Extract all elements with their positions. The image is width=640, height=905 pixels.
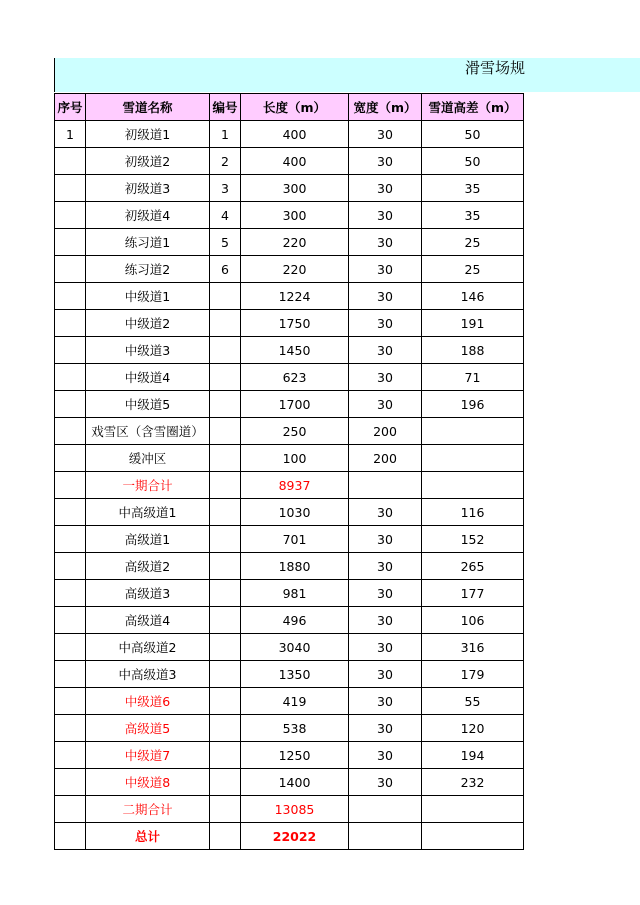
cell-run-name[interactable]: 中级道7 <box>86 742 210 769</box>
cell-length[interactable]: 538 <box>241 715 349 742</box>
cell-length[interactable]: 1030 <box>241 499 349 526</box>
cell-code[interactable] <box>210 283 241 310</box>
cell-length[interactable]: 13085 <box>241 796 349 823</box>
table-row <box>55 661 524 688</box>
cell-length[interactable]: 22022 <box>241 823 349 850</box>
cell-width[interactable]: 30 <box>349 526 422 553</box>
cell-length[interactable]: 419 <box>241 688 349 715</box>
cell-drop[interactable]: 35 <box>422 202 524 229</box>
cell-width[interactable]: 30 <box>349 742 422 769</box>
cell-width[interactable]: 30 <box>349 391 422 418</box>
cell-width[interactable]: 30 <box>349 769 422 796</box>
cell-seq[interactable] <box>55 202 86 229</box>
cell-seq[interactable] <box>55 742 86 769</box>
cell-drop[interactable]: 316 <box>422 634 524 661</box>
cell-seq[interactable] <box>55 607 86 634</box>
cell-run-name[interactable]: 中级道4 <box>86 364 210 391</box>
table-row <box>55 121 524 148</box>
cell-seq[interactable] <box>55 337 86 364</box>
cell-run-name[interactable]: 中级道2 <box>86 310 210 337</box>
cell-run-name[interactable]: 练习道2 <box>86 256 210 283</box>
cell-seq[interactable] <box>55 661 86 688</box>
cell-run-name[interactable]: 中级道5 <box>86 391 210 418</box>
cell-length[interactable]: 623 <box>241 364 349 391</box>
cell-length[interactable]: 250 <box>241 418 349 445</box>
cell-code[interactable] <box>210 634 241 661</box>
table-row <box>55 283 524 310</box>
cell-seq[interactable] <box>55 796 86 823</box>
ski-run-table <box>54 93 524 850</box>
cell-width[interactable]: 30 <box>349 688 422 715</box>
cell-seq[interactable] <box>55 445 86 472</box>
cell-code[interactable] <box>210 715 241 742</box>
cell-code[interactable] <box>210 499 241 526</box>
cell-run-name[interactable]: 高级道3 <box>86 580 210 607</box>
cell-length[interactable]: 400 <box>241 121 349 148</box>
cell-code[interactable] <box>210 364 241 391</box>
cell-run-name[interactable]: 高级道5 <box>86 715 210 742</box>
cell-run-name[interactable]: 中级道1 <box>86 283 210 310</box>
cell-code[interactable]: 5 <box>210 229 241 256</box>
cell-run-name[interactable]: 高级道4 <box>86 607 210 634</box>
cell-length[interactable]: 220 <box>241 229 349 256</box>
header-name[interactable]: 雪道名称 <box>86 94 210 121</box>
cell-code[interactable] <box>210 769 241 796</box>
cell-length[interactable]: 300 <box>241 202 349 229</box>
table-row <box>55 229 524 256</box>
cell-length[interactable]: 1350 <box>241 661 349 688</box>
table-row <box>55 175 524 202</box>
cell-length[interactable]: 1224 <box>241 283 349 310</box>
cell-width[interactable]: 30 <box>349 364 422 391</box>
cell-drop[interactable]: 50 <box>422 148 524 175</box>
cell-code[interactable] <box>210 310 241 337</box>
cell-width[interactable]: 30 <box>349 229 422 256</box>
cell-drop[interactable]: 179 <box>422 661 524 688</box>
table-row <box>55 796 524 823</box>
header-width[interactable]: 宽度（m） <box>349 94 422 121</box>
cell-drop[interactable]: 152 <box>422 526 524 553</box>
sheet-title: 滑雪场规 <box>465 59 526 77</box>
cell-seq[interactable] <box>55 499 86 526</box>
cell-code[interactable] <box>210 661 241 688</box>
cell-width[interactable]: 200 <box>349 418 422 445</box>
cell-width[interactable]: 30 <box>349 310 422 337</box>
cell-code[interactable]: 6 <box>210 256 241 283</box>
cell-width[interactable]: 30 <box>349 283 422 310</box>
table-row <box>55 553 524 580</box>
cell-run-name[interactable]: 初级道1 <box>86 121 210 148</box>
cell-code[interactable] <box>210 472 241 499</box>
cell-seq[interactable] <box>55 526 86 553</box>
cell-drop[interactable]: 25 <box>422 256 524 283</box>
cell-drop[interactable] <box>422 418 524 445</box>
table-row <box>55 634 524 661</box>
cell-width[interactable]: 30 <box>349 634 422 661</box>
cell-code[interactable]: 2 <box>210 148 241 175</box>
cell-length[interactable]: 1400 <box>241 769 349 796</box>
cell-length[interactable]: 1450 <box>241 337 349 364</box>
cell-width[interactable]: 30 <box>349 175 422 202</box>
cell-length[interactable]: 220 <box>241 256 349 283</box>
cell-run-name[interactable]: 高级道1 <box>86 526 210 553</box>
cell-run-name[interactable]: 中级道3 <box>86 337 210 364</box>
cell-drop[interactable]: 120 <box>422 715 524 742</box>
cell-width[interactable]: 30 <box>349 337 422 364</box>
cell-run-name[interactable]: 中高级道1 <box>86 499 210 526</box>
cell-code[interactable] <box>210 796 241 823</box>
cell-code[interactable] <box>210 337 241 364</box>
cell-drop[interactable] <box>422 823 524 850</box>
table-row <box>55 715 524 742</box>
cell-length[interactable]: 496 <box>241 607 349 634</box>
cell-length[interactable]: 100 <box>241 445 349 472</box>
table-row <box>55 823 524 850</box>
header-code[interactable]: 编号 <box>210 94 241 121</box>
cell-drop[interactable]: 116 <box>422 499 524 526</box>
header-row <box>55 94 524 121</box>
table-row <box>55 202 524 229</box>
cell-seq[interactable] <box>55 715 86 742</box>
cell-seq[interactable] <box>55 472 86 499</box>
cell-run-name[interactable]: 二期合计 <box>86 796 210 823</box>
cell-drop[interactable] <box>422 472 524 499</box>
table-row <box>55 256 524 283</box>
table-row <box>55 688 524 715</box>
cell-seq[interactable] <box>55 283 86 310</box>
cell-drop[interactable]: 55 <box>422 688 524 715</box>
cell-code[interactable] <box>210 607 241 634</box>
cell-run-name[interactable]: 一期合计 <box>86 472 210 499</box>
cell-run-name[interactable]: 中级道8 <box>86 769 210 796</box>
cell-length[interactable]: 400 <box>241 148 349 175</box>
cell-run-name[interactable]: 中级道6 <box>86 688 210 715</box>
cell-seq[interactable] <box>55 148 86 175</box>
cell-run-name[interactable]: 初级道3 <box>86 175 210 202</box>
table-row <box>55 418 524 445</box>
cell-run-name[interactable]: 练习道1 <box>86 229 210 256</box>
cell-seq[interactable] <box>55 580 86 607</box>
table-row <box>55 580 524 607</box>
cell-width[interactable] <box>349 796 422 823</box>
cell-seq[interactable] <box>55 310 86 337</box>
cell-code[interactable] <box>210 391 241 418</box>
cell-length[interactable]: 1250 <box>241 742 349 769</box>
cell-code[interactable] <box>210 688 241 715</box>
cell-width[interactable]: 30 <box>349 148 422 175</box>
table-row <box>55 310 524 337</box>
cell-seq[interactable] <box>55 364 86 391</box>
cell-run-name[interactable]: 高级道2 <box>86 553 210 580</box>
cell-drop[interactable]: 35 <box>422 175 524 202</box>
cell-seq[interactable] <box>55 634 86 661</box>
cell-width[interactable]: 30 <box>349 580 422 607</box>
cell-code[interactable] <box>210 823 241 850</box>
cell-width[interactable]: 30 <box>349 661 422 688</box>
cell-code[interactable]: 4 <box>210 202 241 229</box>
cell-seq[interactable] <box>55 688 86 715</box>
table-row <box>55 499 524 526</box>
cell-code[interactable] <box>210 580 241 607</box>
cell-length[interactable]: 701 <box>241 526 349 553</box>
title-bar <box>54 58 640 92</box>
table-row <box>55 742 524 769</box>
cell-code[interactable]: 3 <box>210 175 241 202</box>
header-length[interactable]: 长度（m） <box>241 94 349 121</box>
header-seq[interactable]: 序号 <box>55 94 86 121</box>
cell-width[interactable] <box>349 823 422 850</box>
cell-run-name[interactable]: 中高级道2 <box>86 634 210 661</box>
cell-run-name[interactable]: 初级道4 <box>86 202 210 229</box>
table-row <box>55 472 524 499</box>
cell-run-name[interactable]: 总计 <box>86 823 210 850</box>
cell-seq[interactable] <box>55 391 86 418</box>
cell-seq[interactable] <box>55 256 86 283</box>
header-drop[interactable]: 雪道高差（m） <box>422 94 524 121</box>
cell-seq[interactable] <box>55 769 86 796</box>
cell-code[interactable] <box>210 553 241 580</box>
cell-width[interactable]: 30 <box>349 607 422 634</box>
table-row <box>55 148 524 175</box>
cell-seq[interactable] <box>55 553 86 580</box>
cell-drop[interactable]: 50 <box>422 121 524 148</box>
cell-width[interactable] <box>349 472 422 499</box>
cell-drop[interactable]: 146 <box>422 283 524 310</box>
cell-width[interactable]: 30 <box>349 256 422 283</box>
cell-drop[interactable]: 196 <box>422 391 524 418</box>
cell-code[interactable] <box>210 742 241 769</box>
cell-drop[interactable]: 177 <box>422 580 524 607</box>
cell-run-name[interactable]: 缓冲区 <box>86 445 210 472</box>
table-row <box>55 445 524 472</box>
cell-width[interactable]: 30 <box>349 499 422 526</box>
cell-code[interactable] <box>210 418 241 445</box>
cell-length[interactable]: 3040 <box>241 634 349 661</box>
cell-drop[interactable]: 71 <box>422 364 524 391</box>
cell-width[interactable]: 30 <box>349 715 422 742</box>
table-row <box>55 391 524 418</box>
cell-width[interactable]: 30 <box>349 121 422 148</box>
cell-width[interactable]: 200 <box>349 445 422 472</box>
cell-run-name[interactable]: 戏雪区（含雪圈道） <box>86 418 210 445</box>
cell-drop[interactable]: 194 <box>422 742 524 769</box>
cell-length[interactable]: 1700 <box>241 391 349 418</box>
cell-code[interactable]: 1 <box>210 121 241 148</box>
cell-drop[interactable]: 265 <box>422 553 524 580</box>
cell-drop[interactable]: 232 <box>422 769 524 796</box>
table-row <box>55 769 524 796</box>
cell-code[interactable] <box>210 526 241 553</box>
table-row <box>55 364 524 391</box>
table-row <box>55 607 524 634</box>
cell-length[interactable]: 1880 <box>241 553 349 580</box>
cell-seq[interactable] <box>55 175 86 202</box>
cell-length[interactable]: 981 <box>241 580 349 607</box>
cell-drop[interactable] <box>422 796 524 823</box>
cell-width[interactable]: 30 <box>349 202 422 229</box>
cell-seq[interactable]: 1 <box>55 121 86 148</box>
table-row <box>55 337 524 364</box>
cell-width[interactable]: 30 <box>349 553 422 580</box>
cell-seq[interactable] <box>55 418 86 445</box>
cell-drop[interactable]: 106 <box>422 607 524 634</box>
cell-drop[interactable]: 25 <box>422 229 524 256</box>
cell-run-name[interactable]: 中高级道3 <box>86 661 210 688</box>
cell-seq[interactable] <box>55 823 86 850</box>
cell-code[interactable] <box>210 445 241 472</box>
table-row <box>55 526 524 553</box>
cell-length[interactable]: 300 <box>241 175 349 202</box>
cell-drop[interactable]: 188 <box>422 337 524 364</box>
cell-length[interactable]: 1750 <box>241 310 349 337</box>
cell-seq[interactable] <box>55 229 86 256</box>
cell-run-name[interactable]: 初级道2 <box>86 148 210 175</box>
cell-drop[interactable]: 191 <box>422 310 524 337</box>
cell-length[interactable]: 8937 <box>241 472 349 499</box>
cell-drop[interactable] <box>422 445 524 472</box>
